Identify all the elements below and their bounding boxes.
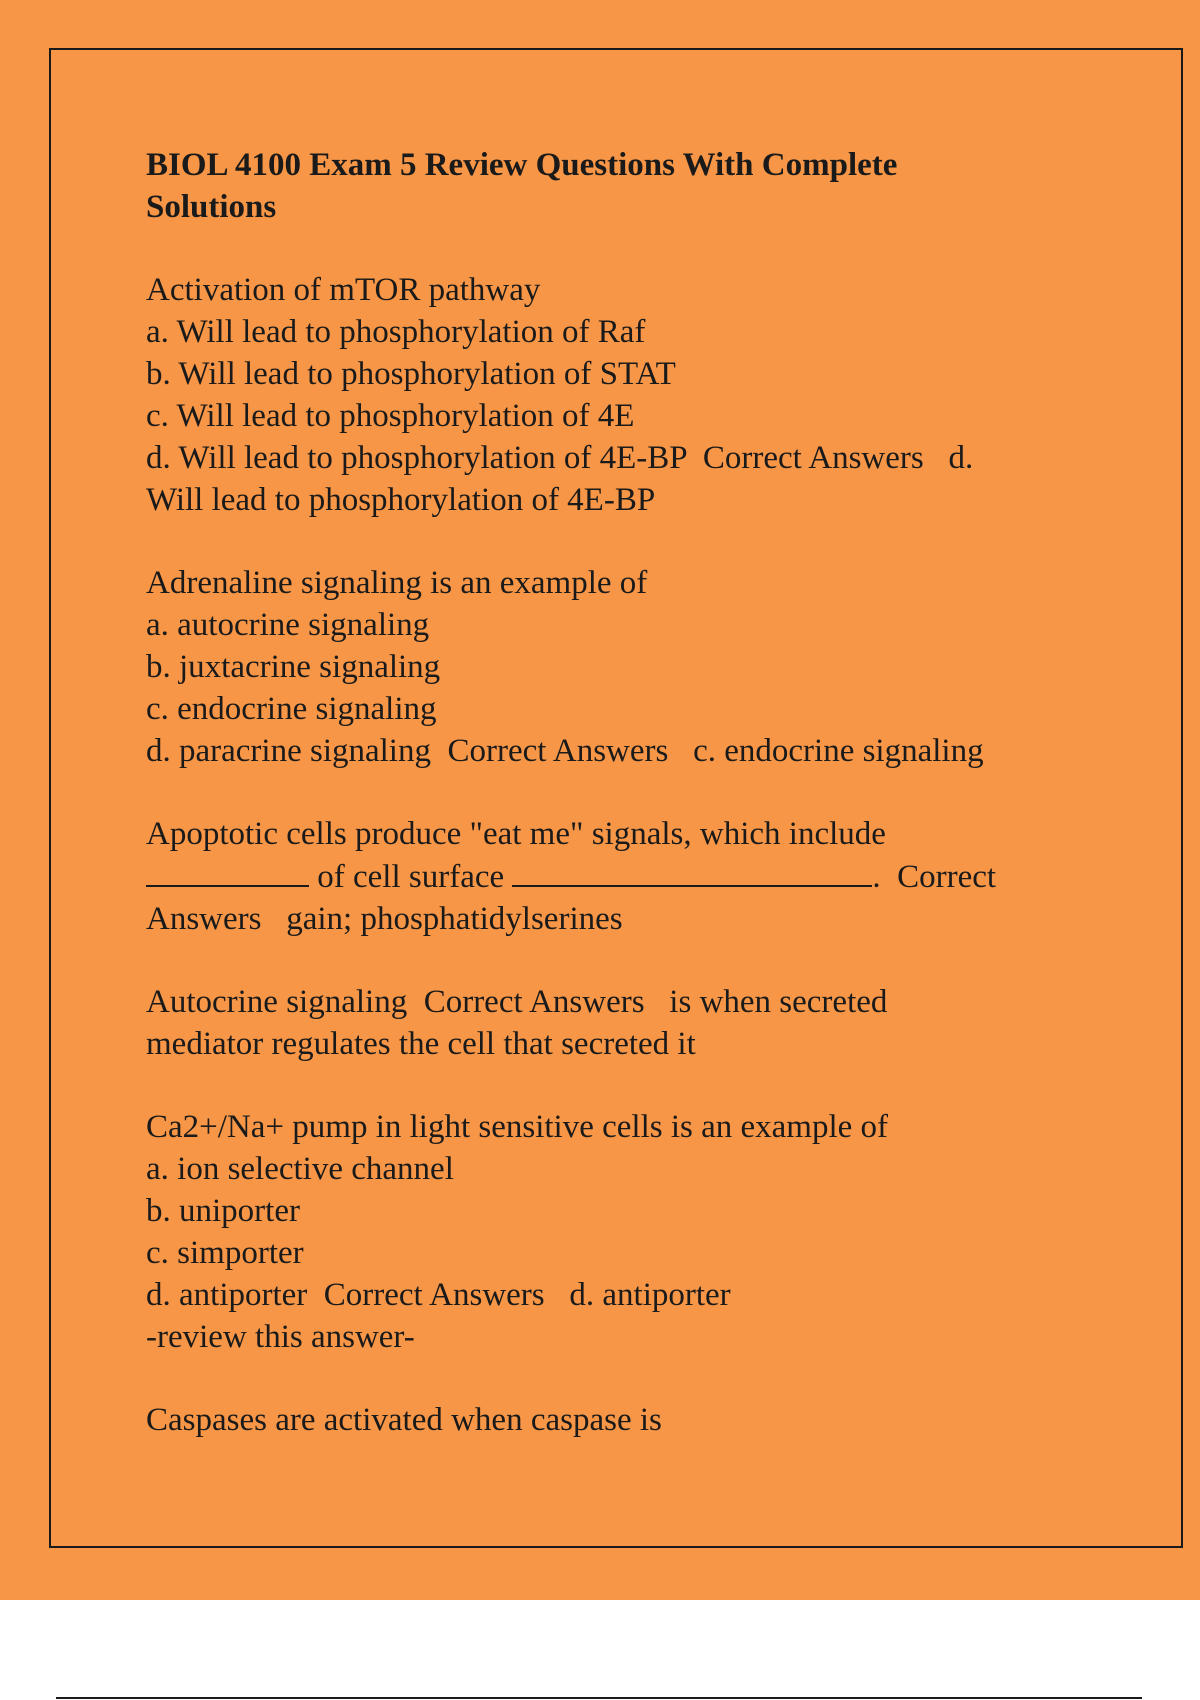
answer-option-with-correct: d. Will lead to phosphorylation of 4E-BP Correct Answers d. xyxy=(146,440,974,476)
question-caspases xyxy=(146,1399,1096,1441)
answer-option: a. ion selective channel xyxy=(146,1151,454,1187)
question-text: Adrenaline signaling is an example of xyxy=(146,565,648,601)
document-content xyxy=(146,144,1096,1482)
correct-answer-text: Will lead to phosphorylation of 4E-BP xyxy=(146,482,656,518)
answer-option: c. simporter xyxy=(146,1235,304,1271)
question-autocrine xyxy=(146,981,1096,1065)
answer-option-with-correct: d. antiporter Correct Answers d. antiporter xyxy=(146,1277,731,1313)
correct-answer-text: mediator regulates the cell that secreted it xyxy=(146,1026,696,1062)
answer-option: c. Will lead to phosphorylation of 4E xyxy=(146,398,635,434)
title-line: BIOL 4100 Exam 5 Review Questions With Complete xyxy=(146,147,898,183)
answer-option: a. Will lead to phosphorylation of Raf xyxy=(146,314,646,350)
question-text: Autocrine signaling Correct Answers is when secreted xyxy=(146,984,888,1020)
title-line: Solutions xyxy=(146,189,277,225)
review-note: -review this answer- xyxy=(146,1319,415,1355)
answer-option: c. endocrine signaling xyxy=(146,691,437,727)
answer-option: b. juxtacrine signaling xyxy=(146,649,441,685)
question-text: Activation of mTOR pathway xyxy=(146,272,541,308)
answer-option: b. Will lead to phosphorylation of STAT xyxy=(146,356,676,392)
answer-option-with-correct: d. paracrine signaling Correct Answers c. endocrine signaling xyxy=(146,733,984,769)
question-mtor xyxy=(146,269,1096,521)
answer-option: b. uniporter xyxy=(146,1193,300,1229)
blank-underline xyxy=(512,855,872,887)
blank-underline xyxy=(146,855,309,887)
fill-in-line xyxy=(146,855,1096,898)
correct-answer-text: Answers gain; phosphatidylserines xyxy=(146,901,623,937)
question-pump xyxy=(146,1106,1096,1358)
question-text: Caspases are activated when caspase is xyxy=(146,1402,662,1438)
fill-in-text-end: . Correct xyxy=(872,859,997,895)
question-text: Ca2+/Na+ pump in light sensitive cells is an example of xyxy=(146,1109,889,1145)
bottom-divider xyxy=(56,1697,1142,1699)
answer-option: a. autocrine signaling xyxy=(146,607,430,643)
question-text: Apoptotic cells produce "eat me" signals, which include xyxy=(146,816,886,852)
question-adrenaline xyxy=(146,562,1096,772)
document-title xyxy=(146,144,1096,228)
fill-in-text: of cell surface xyxy=(309,859,513,895)
question-apoptotic xyxy=(146,813,1096,940)
